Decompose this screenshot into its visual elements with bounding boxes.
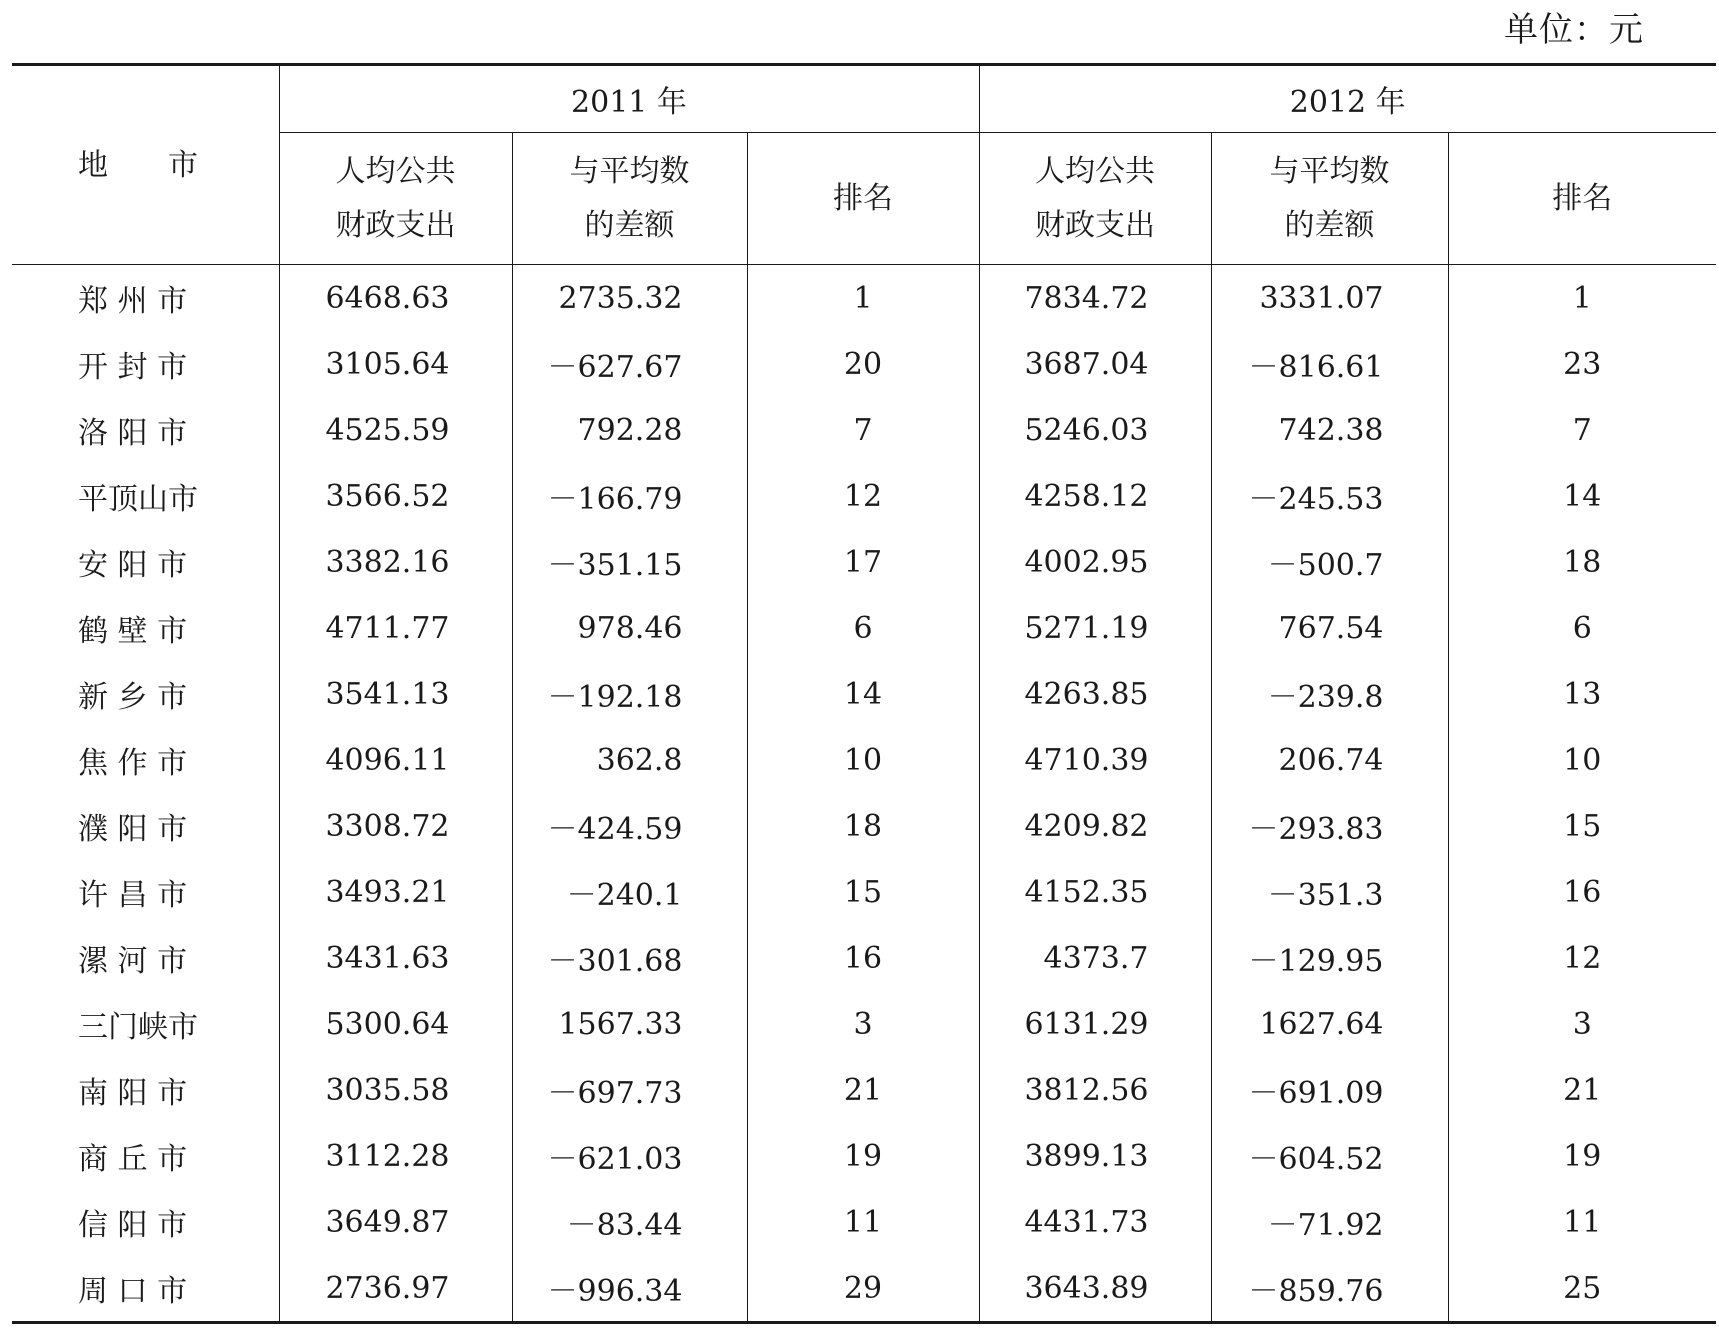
expenditure-2012-cell: 4710.39	[979, 727, 1211, 793]
diff-2012-cell: 206.74	[1211, 727, 1448, 793]
expenditure-2011-cell: 3105.64	[279, 331, 512, 397]
rank-2011-cell: 18	[747, 793, 979, 859]
diff-2011-cell: －627.67	[512, 331, 747, 397]
table-row	[12, 529, 1716, 595]
rank-2011-cell: 29	[747, 1255, 979, 1323]
diff-2012-cell: －691.09	[1211, 1057, 1448, 1123]
expenditure-2011-cell: 3649.87	[279, 1189, 512, 1255]
rank-2012-cell: 10	[1448, 727, 1716, 793]
expenditure-2011-cell: 4525.59	[279, 397, 512, 463]
table-row	[12, 1189, 1716, 1255]
diff-2011-cell: －621.03	[512, 1123, 747, 1189]
diff-2012-cell: 742.38	[1211, 397, 1448, 463]
rank-2011-cell: 12	[747, 463, 979, 529]
table-row	[12, 925, 1716, 991]
header-diff-2011: 与平均数 的差额	[512, 133, 747, 265]
diff-2012-cell: －245.53	[1211, 463, 1448, 529]
rank-2012-cell: 19	[1448, 1123, 1716, 1189]
diff-2012-cell: －859.76	[1211, 1255, 1448, 1323]
rank-2011-cell: 7	[747, 397, 979, 463]
diff-2012-cell: 1627.64	[1211, 991, 1448, 1057]
region-cell: 商 丘 市	[78, 1142, 188, 1177]
header-rank-2012: 排名	[1448, 133, 1716, 265]
expenditure-2011-cell: 3112.28	[279, 1123, 512, 1189]
expenditure-2011-cell: 3541.13	[279, 661, 512, 727]
diff-2011-cell: －996.34	[512, 1255, 747, 1323]
region-cell: 安 阳 市	[78, 548, 188, 583]
data-table	[12, 63, 1716, 1324]
expenditure-2012-cell: 3643.89	[979, 1255, 1211, 1323]
rank-2011-cell: 6	[747, 595, 979, 661]
diff-2012-cell: －500.7	[1211, 529, 1448, 595]
rank-2012-cell: 23	[1448, 331, 1716, 397]
expenditure-2011-cell: 2736.97	[279, 1255, 512, 1323]
diff-2011-cell: －301.68	[512, 925, 747, 991]
rank-2012-cell: 12	[1448, 925, 1716, 991]
diff-2011-cell: －697.73	[512, 1057, 747, 1123]
diff-2011-cell: －240.1	[512, 859, 747, 925]
region-cell: 漯 河 市	[78, 944, 188, 979]
expenditure-2012-cell: 3899.13	[979, 1123, 1211, 1189]
table-row	[12, 727, 1716, 793]
rank-2011-cell: 21	[747, 1057, 979, 1123]
expenditure-2012-cell: 5271.19	[979, 595, 1211, 661]
diff-2012-cell: 3331.07	[1211, 265, 1448, 332]
rank-2011-cell: 11	[747, 1189, 979, 1255]
diff-2012-cell: －816.61	[1211, 331, 1448, 397]
diff-2011-cell: －166.79	[512, 463, 747, 529]
diff-2012-cell: －129.95	[1211, 925, 1448, 991]
rank-2012-cell: 11	[1448, 1189, 1716, 1255]
diff-2012-cell: 767.54	[1211, 595, 1448, 661]
expenditure-2012-cell: 3812.56	[979, 1057, 1211, 1123]
expenditure-2011-cell: 3382.16	[279, 529, 512, 595]
rank-2012-cell: 16	[1448, 859, 1716, 925]
table-body	[12, 265, 1716, 1323]
expenditure-2011-cell: 5300.64	[279, 991, 512, 1057]
rank-2011-cell: 20	[747, 331, 979, 397]
rank-2012-cell: 1	[1448, 265, 1716, 332]
header-expenditure-2011: 人均公共 财政支出	[279, 133, 512, 265]
region-cell: 焦 作 市	[78, 746, 188, 781]
rank-2012-cell: 14	[1448, 463, 1716, 529]
table-header	[12, 65, 1716, 265]
table-row	[12, 661, 1716, 727]
table-row	[12, 265, 1716, 332]
header-expenditure-2012: 人均公共 财政支出	[979, 133, 1211, 265]
table-row	[12, 397, 1716, 463]
diff-2011-cell: －351.15	[512, 529, 747, 595]
rank-2011-cell: 17	[747, 529, 979, 595]
rank-2012-cell: 7	[1448, 397, 1716, 463]
table-row	[12, 859, 1716, 925]
table-row	[12, 1057, 1716, 1123]
region-cell: 郑 州 市	[78, 284, 188, 319]
region-cell: 开 封 市	[78, 350, 188, 385]
expenditure-2012-cell: 3687.04	[979, 331, 1211, 397]
expenditure-2011-cell: 3431.63	[279, 925, 512, 991]
region-cell: 周 口 市	[78, 1274, 188, 1309]
expenditure-2011-cell: 3493.21	[279, 859, 512, 925]
expenditure-2012-cell: 4431.73	[979, 1189, 1211, 1255]
region-cell: 许 昌 市	[78, 878, 188, 913]
diff-2011-cell: 1567.33	[512, 991, 747, 1057]
region-cell: 三门峡市	[78, 1010, 198, 1045]
table-row	[12, 1255, 1716, 1323]
rank-2011-cell: 16	[747, 925, 979, 991]
region-cell: 濮 阳 市	[78, 812, 188, 847]
diff-2012-cell: －71.92	[1211, 1189, 1448, 1255]
region-cell: 平顶山市	[78, 482, 198, 517]
expenditure-2012-cell: 4258.12	[979, 463, 1211, 529]
region-cell: 新 乡 市	[78, 680, 188, 715]
table-row	[12, 991, 1716, 1057]
expenditure-2012-cell: 6131.29	[979, 991, 1211, 1057]
expenditure-2012-cell: 4263.85	[979, 661, 1211, 727]
rank-2012-cell: 13	[1448, 661, 1716, 727]
rank-2012-cell: 15	[1448, 793, 1716, 859]
header-rank-2011: 排名	[747, 133, 979, 265]
rank-2012-cell: 18	[1448, 529, 1716, 595]
rank-2011-cell: 14	[747, 661, 979, 727]
expenditure-2011-cell: 3308.72	[279, 793, 512, 859]
diff-2011-cell: 978.46	[512, 595, 747, 661]
rank-2011-cell: 15	[747, 859, 979, 925]
rank-2012-cell: 25	[1448, 1255, 1716, 1323]
header-region: 地 市	[12, 65, 279, 265]
expenditure-2012-cell: 5246.03	[979, 397, 1211, 463]
diff-2012-cell: －351.3	[1211, 859, 1448, 925]
diff-2011-cell: 362.8	[512, 727, 747, 793]
expenditure-2012-cell: 7834.72	[979, 265, 1211, 332]
table-row	[12, 595, 1716, 661]
table-row	[12, 331, 1716, 397]
diff-2012-cell: －293.83	[1211, 793, 1448, 859]
expenditure-2012-cell: 4002.95	[979, 529, 1211, 595]
diff-2011-cell: －424.59	[512, 793, 747, 859]
diff-2011-cell: 2735.32	[512, 265, 747, 332]
header-diff-2012: 与平均数 的差额	[1211, 133, 1448, 265]
diff-2012-cell: －239.8	[1211, 661, 1448, 727]
expenditure-2011-cell: 6468.63	[279, 265, 512, 332]
region-cell: 南 阳 市	[78, 1076, 188, 1111]
rank-2012-cell: 6	[1448, 595, 1716, 661]
rank-2011-cell: 10	[747, 727, 979, 793]
table-row	[12, 463, 1716, 529]
region-cell: 鹤 壁 市	[78, 614, 188, 649]
header-year-2011: 2011 年	[279, 65, 979, 133]
region-cell: 信 阳 市	[78, 1208, 188, 1243]
diff-2011-cell: －192.18	[512, 661, 747, 727]
diff-2012-cell: －604.52	[1211, 1123, 1448, 1189]
expenditure-2012-cell: 4152.35	[979, 859, 1211, 925]
expenditure-2011-cell: 3035.58	[279, 1057, 512, 1123]
table-row	[12, 1123, 1716, 1189]
diff-2011-cell: 792.28	[512, 397, 747, 463]
expenditure-2012-cell: 4209.82	[979, 793, 1211, 859]
rank-2012-cell: 3	[1448, 991, 1716, 1057]
region-cell: 洛 阳 市	[78, 416, 188, 451]
expenditure-2011-cell: 4711.77	[279, 595, 512, 661]
expenditure-2011-cell: 4096.11	[279, 727, 512, 793]
rank-2011-cell: 1	[747, 265, 979, 332]
rank-2011-cell: 3	[747, 991, 979, 1057]
expenditure-2011-cell: 3566.52	[279, 463, 512, 529]
unit-label: 单位：元	[1504, 10, 1644, 50]
rank-2011-cell: 19	[747, 1123, 979, 1189]
expenditure-2012-cell: 4373.7	[979, 925, 1211, 991]
diff-2011-cell: －83.44	[512, 1189, 747, 1255]
table-row	[12, 793, 1716, 859]
rank-2012-cell: 21	[1448, 1057, 1716, 1123]
header-year-2012: 2012 年	[979, 65, 1716, 133]
